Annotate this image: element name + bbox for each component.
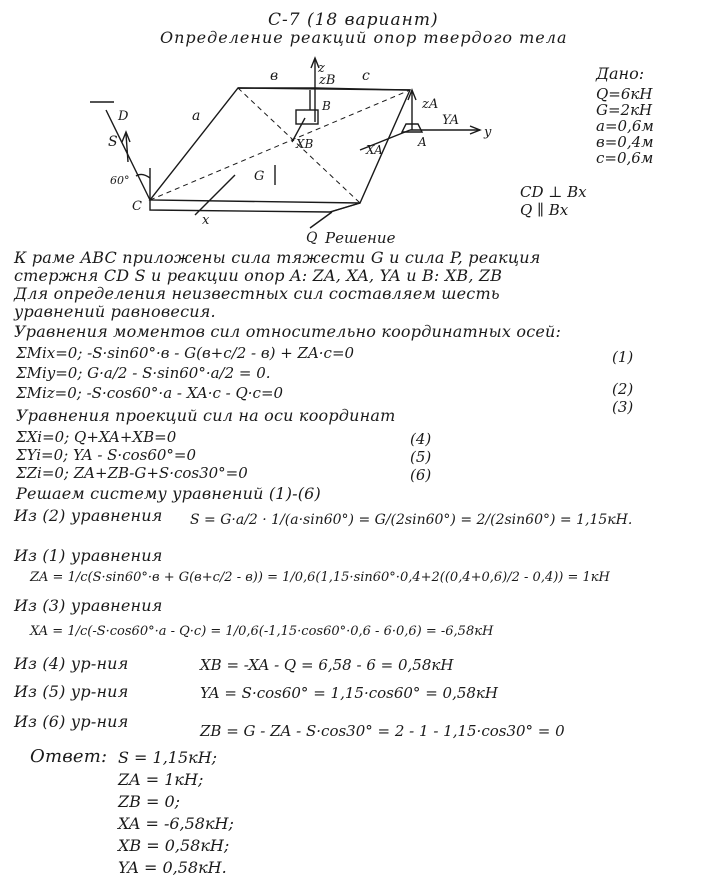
equation-number: (3) xyxy=(612,398,634,416)
label-B: B xyxy=(322,99,331,113)
moment-equation: ΣMix=0; -S·sin60°·в - G(в+c/2 - в) + ZA·c=0 xyxy=(16,344,355,362)
solution-label: Из (4) ур-ния xyxy=(14,654,129,673)
label-x: x xyxy=(202,213,210,228)
equation-number: (4) xyxy=(410,430,432,448)
given-condition: CD ⊥ Bx xyxy=(520,183,587,201)
given-condition: Q ∥ Bx xyxy=(520,201,569,219)
projections-heading: Уравнения проекций сил на оси координат xyxy=(16,406,396,425)
moment-equation: ΣMiy=0; G·a/2 - S·sin60°·a/2 = 0. xyxy=(16,364,271,382)
text-line: стержня CD S и реакции опор A: ZA, XA, YA и B: XB, ZB xyxy=(14,266,503,285)
equation-number: (1) xyxy=(612,348,634,366)
answer-item: XB = 0,58кН; xyxy=(118,836,230,855)
label-zA: zA xyxy=(422,97,439,112)
label-Q: Q xyxy=(306,230,318,246)
solution-expression: XA = 1/c(-S·cos60°·a - Q·c) = 1/0,6(-1,15·cos60°·0,6 - 6·0,6) = -6,58кН xyxy=(30,624,494,639)
given-item: c=0,6м xyxy=(596,149,654,167)
solution-expression: ZB = G - ZA - S·cos30° = 2 - 1 - 1,15·cos30° = 0 xyxy=(200,722,565,740)
projection-equation: ΣYi=0; YA - S·cos60°=0 xyxy=(16,446,197,464)
solution-label: Из (1) уравнения xyxy=(14,546,163,565)
frame-diagram xyxy=(70,50,500,250)
label-C: C xyxy=(132,199,142,214)
label-A: A xyxy=(418,135,427,149)
given-item: Q=6кН xyxy=(596,85,653,103)
label-yA: YA xyxy=(442,113,459,128)
given-item: в=0,4м xyxy=(596,133,654,151)
given-item: G=2кН xyxy=(596,101,653,119)
label-c: c xyxy=(362,68,370,84)
label-solution: Решение xyxy=(325,229,396,247)
solution-label: Из (2) уравнения xyxy=(14,506,163,525)
answer-item: ZA = 1кН; xyxy=(118,770,204,789)
answer-item: XA = -6,58кН; xyxy=(118,814,234,833)
equation-number: (2) xyxy=(612,380,634,398)
label-b: в xyxy=(270,68,279,84)
label-z: z xyxy=(318,61,325,76)
equation-number: (5) xyxy=(410,448,432,466)
text-line: Уравнения моментов сил относительно координатных осей: xyxy=(14,322,562,341)
label-y: y xyxy=(484,125,492,140)
label-xB: XB xyxy=(296,137,314,151)
label-xA: XA xyxy=(366,143,383,157)
given-item: a=0,6м xyxy=(596,117,654,135)
solution-expression: ZA = 1/c(S·sin60°·в + G(в+c/2 - в)) = 1/0,6(1,15·sin60°·0,4+2((0,4+0,6)/2 - 0,4)) = 1кН xyxy=(30,570,610,585)
solution-expression: S = G·a/2 · 1/(a·sin60°) = G/(2sin60°) = 2/(2sin60°) = 1,15кН. xyxy=(190,512,633,528)
solution-expression: XB = -XA - Q = 6,58 - 6 = 0,58кН xyxy=(200,656,454,674)
solution-label: Из (6) ур-ния xyxy=(14,712,129,731)
page-title: С-7 (18 вариант) xyxy=(268,10,439,30)
moment-equation: ΣMiz=0; -S·cos60°·a - XA·c - Q·c=0 xyxy=(16,384,284,402)
page-subtitle: Определение реакций опор твердого тела xyxy=(160,28,568,47)
label-a: a xyxy=(192,108,201,124)
projection-equation: ΣZi=0; ZA+ZB-G+S·cos30°=0 xyxy=(16,464,248,482)
solution-label: Из (3) уравнения xyxy=(14,596,163,615)
given-header: Дано: xyxy=(596,64,645,83)
text-line: К раме ABC приложены сила тяжести G и сила P, реакция xyxy=(14,248,541,267)
answer-item: YA = 0,58кН. xyxy=(118,858,227,877)
label-S: S xyxy=(108,134,118,150)
answer-label: Ответ: xyxy=(30,746,108,767)
label-angle: 60° xyxy=(110,174,130,187)
solution-expression: YA = S·cos60° = 1,15·cos60° = 0,58кН xyxy=(200,684,498,702)
label-D: D xyxy=(118,109,129,124)
projection-equation: ΣXi=0; Q+XA+XB=0 xyxy=(16,428,177,446)
equation-number: (6) xyxy=(410,466,432,484)
answer-item: ZB = 0; xyxy=(118,792,181,811)
label-G: G xyxy=(254,169,265,184)
answer-item: S = 1,15кН; xyxy=(118,748,218,767)
text-line: Для определения неизвестных сил составляем шесть xyxy=(14,284,500,303)
solve-heading: Решаем систему уравнений (1)-(6) xyxy=(16,484,322,503)
label-zB: zB xyxy=(319,73,336,88)
text-line: уравнений равновесия. xyxy=(14,302,216,321)
solution-label: Из (5) ур-ния xyxy=(14,682,129,701)
